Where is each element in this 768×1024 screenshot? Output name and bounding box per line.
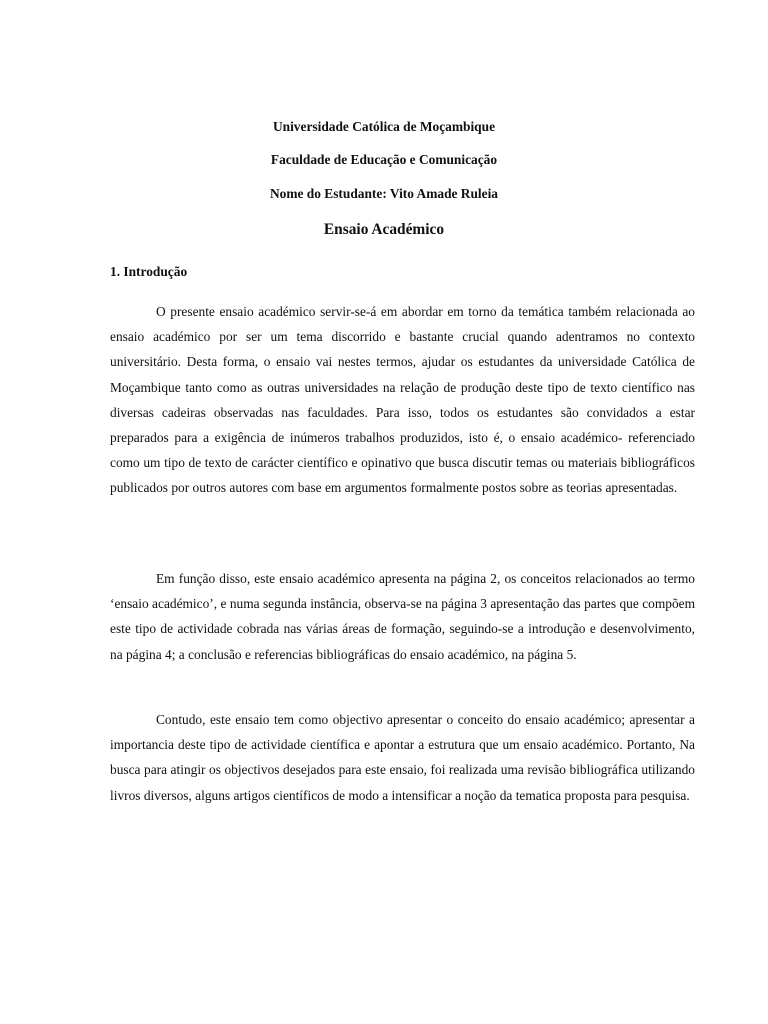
paragraph-2: Em função disso, este ensaio académico apresenta na página 2, os conceitos relacionados ao termo ‘ensaio académico’, e numa segunda instância, observa-se na página 3 apresentação das partes que compõem este tipo de actividade cobrada nas várias áreas de formação, seguindo-se a introdução e desenvolvimento, na página 4; a conclusão e referencias bibliográficas do ensaio académico, na página 5. bbox=[110, 571, 695, 662]
paragraph-1: O presente ensaio académico servir-se-á em abordar em torno da temática também relacionada ao ensaio académico por ser um tema discorrido e bastante crucial quando adentramos no contexto universitário. Desta forma, o ensaio vai nestes termos, ajudar os estudantes da universidade Católica de Moçambique tanto como as outras universidades na relação de produção deste tipo de texto científico nas diversas cadeiras observadas nas faculdades. Para isso, todos os estudantes são convidados a estar preparados para a exigência de inúmeros trabalhos produzidos, isto é, o ensaio académico- referenciado como um tipo de texto de carácter científico e opinativo que busca discutir temas ou materiais bibliográficos publicados por outros autores com base em argumentos formalmente postos sobre as teorias apresentadas. bbox=[110, 304, 695, 496]
university-name: Universidade Católica de Moçambique bbox=[272, 119, 496, 134]
document-title: Ensaio Académico bbox=[323, 221, 445, 238]
section-heading-introduction: 1. Introdução bbox=[110, 264, 188, 279]
faculty-name: Faculdade de Educação e Comunicação bbox=[270, 152, 498, 167]
student-name: Nome do Estudante: Vito Amade Ruleia bbox=[269, 186, 499, 201]
paragraph-3: Contudo, este ensaio tem como objectivo apresentar o conceito do ensaio académico; apresentar a importancia deste tipo de actividade científica e apontar a estrutura que um ensaio académico. Portanto, Na busca para atingir os objectivos desejados para este ensaio, foi realizada uma revisão bibliográfica utilizando livros diversos, alguns artigos científicos de modo a intensificar a noção da tematica proposta para pesquisa. bbox=[110, 712, 695, 803]
